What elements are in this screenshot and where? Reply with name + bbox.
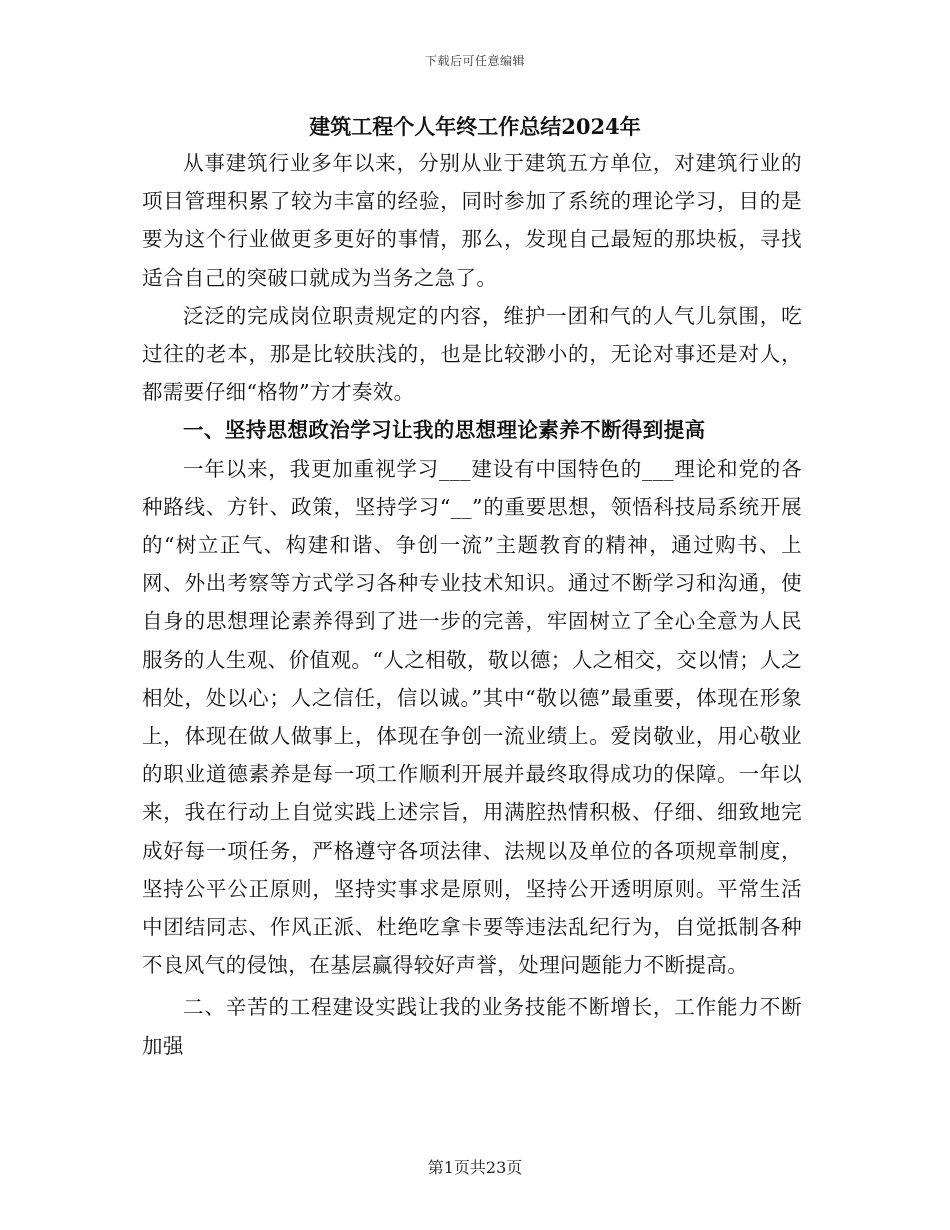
section-heading-1: 一、坚持思想政治学习让我的思想理论素养不断得到提高	[183, 418, 706, 443]
header-note: 下载后可任意编辑	[424, 54, 525, 68]
paragraph-section-1: 一年以来，我更加重视学习___建设有中国特色的___理论和党的各种路线、方针、政策，坚持学习“__”的重要思想，领悟科技局系统开展的“树立正气、构建和谐、争创一流”主题教育的精神，通过购书、上网、外出考察等方式学习各种专业技术知识。通过不断学习和沟通，使自身的思想理论素养得到了进一步的完善，牢固树立了全心全意为人民服务的人生观、价值观。“人之相敬，敬以德；人之相交，交以情；人之相处，处以心；人之信任，信以诚。”其中“敬以德”最重要，体现在形象上，体现在做人做事上，体现在争创一流业绩上。爱岗敬业，用心敬业的职业道德素养是每一项工作顺利开展并最终取得成功的保障。一年以来，我在行动上自觉实践上述宗旨，用满腔热情积极、仔细、细致地完成好每一项任务，严格遵守各项法律、法规以及单位的各项规章制度，坚持公平公正原则，坚持实事求是原则，坚持公开透明原则。平常生活中团结同志、作风正派、杜绝吃拿卡要等违法乱纪行为，自觉抵制各种不良风气的侵蚀，在基层赢得较好声誉，处理问题能力不断提高。	[142, 456, 802, 978]
paragraph-intro: 从事建筑行业多年以来，分别从业于建筑五方单位，对建筑行业的项目管理积累了较为丰富的经验，同时参加了系统的理论学习，目的是要为这个行业做更多更好的事情，那么，发现自己最短的那块板，寻找适合自己的突破口就成为当务之急了。	[142, 151, 802, 290]
section-heading-2: 二、辛苦的工程建设实践让我的业务技能不断增长，工作能力不断加强	[142, 995, 802, 1058]
document-body	[142, 144, 802, 1065]
document-title: 建筑工程个人年终工作总结2024年	[309, 114, 641, 139]
page-number-footer: 第1页共23页	[427, 1158, 523, 1177]
paragraph-second: 泛泛的完成岗位职责规定的内容，维护一团和气的人气儿氛围，吃过往的老本，那是比较肤浅的，也是比较渺小的，无论对事还是对人，都需要仔细“格物”方才奏效。	[142, 303, 802, 405]
